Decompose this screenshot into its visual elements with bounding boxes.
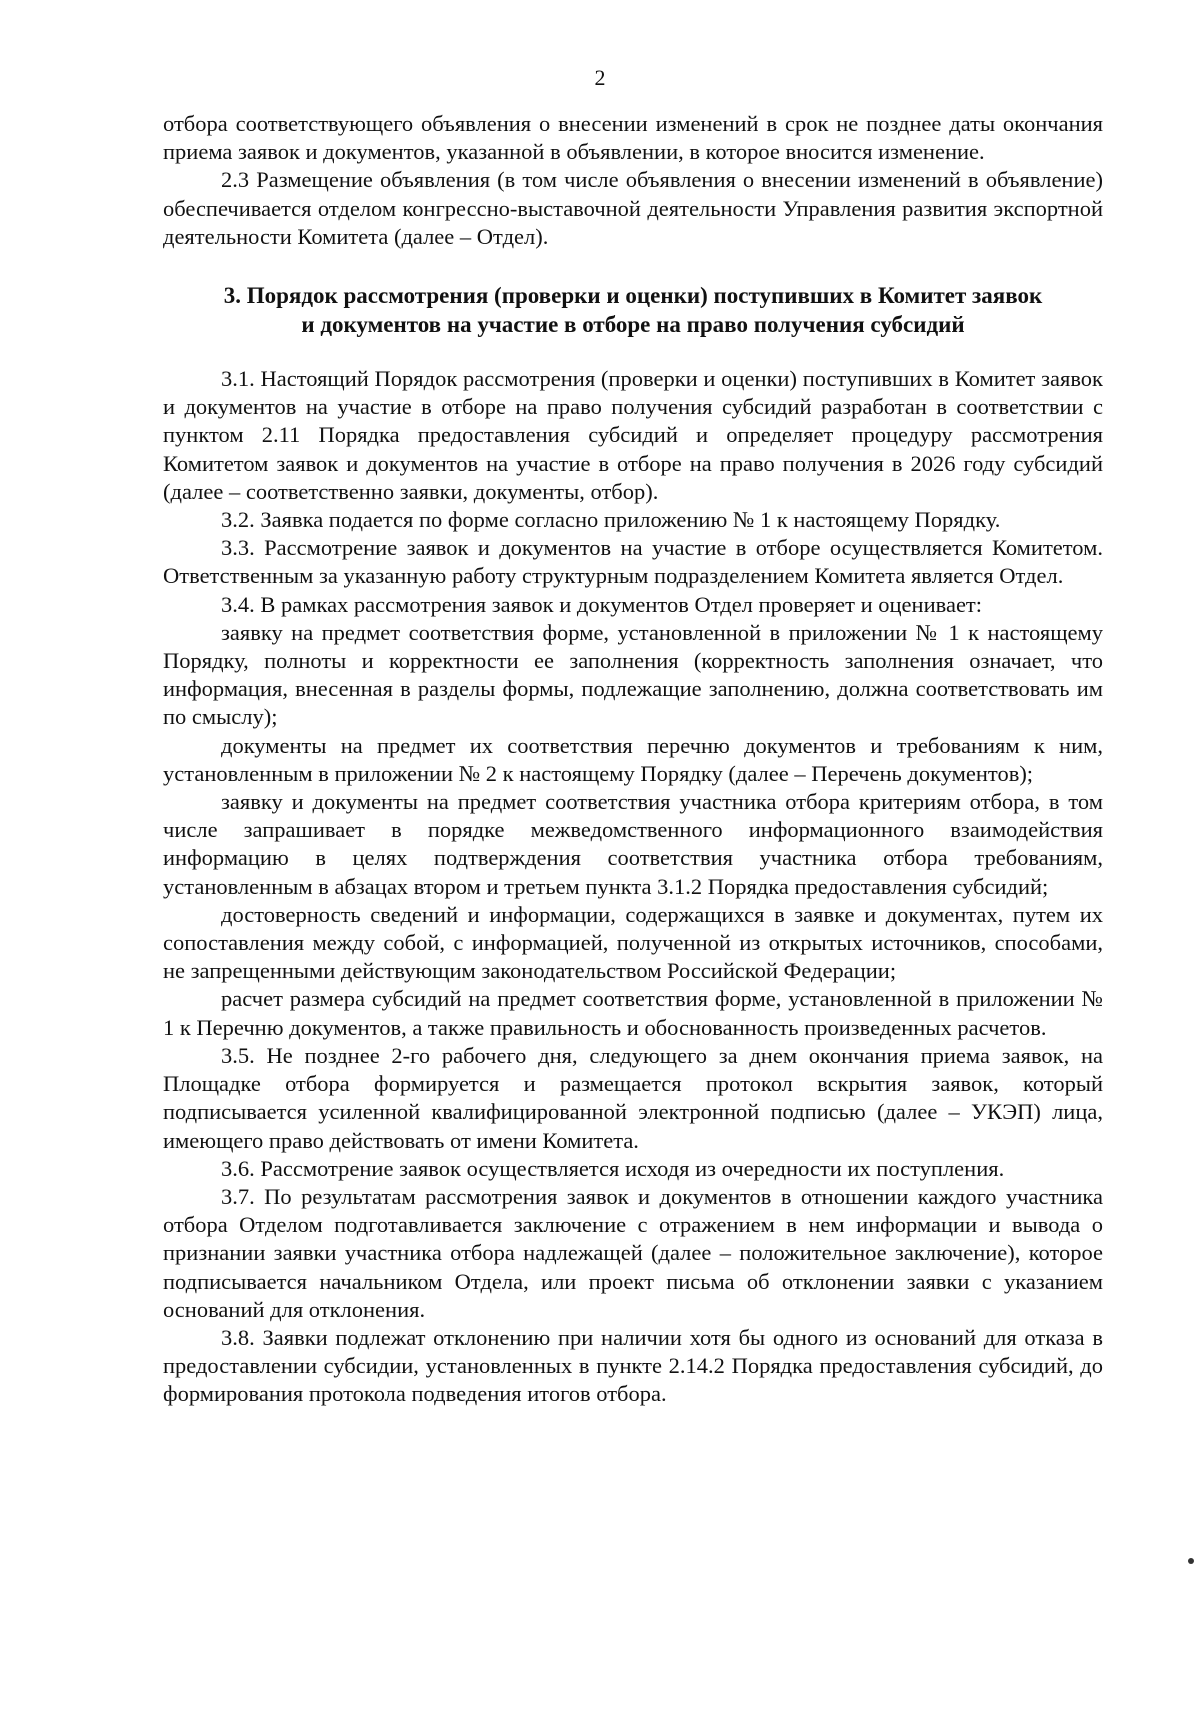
section-heading	[163, 281, 1103, 339]
scan-dot-mark	[1188, 1558, 1194, 1564]
paragraph-3-4-item-1: заявку на предмет соответствия форме, установленной в приложении № 1 к настоящему Порядку, полноты и корректности ее заполнения (корректность заполнения означает, что информация, внесенная в разделы формы, подлежащие заполнению, должна соответствовать им по смыслу);	[163, 619, 1103, 730]
paragraph-3-3: 3.3. Рассмотрение заявок и документов на участие в отборе осуществляется Комитетом. Ответственным за указанную работу структурным подразделением Комитета является Отдел.	[163, 535, 1103, 589]
paragraph-3-4: 3.4. В рамках рассмотрения заявок и документов Отдел проверяет и оценивает:	[221, 591, 983, 617]
section-heading-line-2: и документов на участие в отборе на право получения субсидий	[301, 312, 965, 338]
section-heading-line-1: 3. Порядок рассмотрения (проверки и оценки) поступивших в Комитет заявок	[223, 283, 1043, 309]
paragraph-3-4-item-5: расчет размера субсидий на предмет соответствия форме, установленной в приложении № 1 к Перечню документов, а также правильность и обоснованность произведенных расчетов.	[163, 986, 1103, 1040]
paragraph-2-3: 2.3 Размещение объявления (в том числе объявления о внесении изменений в объявление) обеспечивается отделом конгрессно-выставочной деятельности Управления развития экспортной деятельности Комитета (далее – Отдел).	[163, 167, 1103, 249]
paragraph-3-6: 3.6. Рассмотрение заявок осуществляется исходя из очередности их поступления.	[221, 1155, 1005, 1181]
paragraph-3-4-item-3: заявку и документы на предмет соответствия участника отбора критериям отбора, в том числе запрашивает в порядке межведомственного информационного взаимодействия информацию в целях подтверждения соответствия участника отбора требованиям, установленным в абзацах втором и третьем пункта 3.1.2 Порядка предоставления субсидий;	[163, 789, 1103, 899]
paragraph-3-1: 3.1. Настоящий Порядок рассмотрения (проверки и оценки) поступивших в Комитет заявок и документов на участие в отборе на право получения субсидий разработан в соответствии с пунктом 2.11 Порядка предоставления субсидий и определяет процедуру рассмотрения Комитетом заявок и документов на участие в отборе на право получения в 2026 году субсидий (далее – соответственно заявки, документы, отбор).	[163, 366, 1103, 504]
page-number: 2	[594, 65, 606, 90]
paragraph-3-2: 3.2. Заявка подается по форме согласно приложению № 1 к настоящему Порядку.	[221, 507, 1001, 533]
paragraph-continuation: отбора соответствующего объявления о внесении изменений в срок не позднее даты окончания приема заявок и документов, указанной в объявлении, в которое вносится изменение.	[163, 111, 1103, 165]
paragraph-3-7: 3.7. По результатам рассмотрения заявок и документов в отношении каждого участника отбора Отделом подготавливается заключение с отражением в нем информации и вывода о признании заявки участника отбора надлежащей (далее – положительное заключение), которое подписывается начальником Отдела, или проект письма об отклонении заявки с указанием оснований для отклонения.	[163, 1183, 1103, 1322]
paragraph-3-4-item-2: документы на предмет их соответствия перечню документов и требованиям к ним, установленным в приложении № 2 к настоящему Порядку (далее – Перечень документов);	[163, 732, 1103, 786]
paragraph-3-5: 3.5. Не позднее 2-го рабочего дня, следующего за днем окончания приема заявок, на Площадке отбора формируется и размещается протокол вскрытия заявок, который подписывается усиленной квалифицированной электронной подписью (далее – УКЭП) лица, имеющего право действовать от имени Комитета.	[163, 1042, 1103, 1153]
paragraph-3-4-item-4: достоверность сведений и информации, содержащихся в заявке и документах, путем их сопоставления между собой, с информацией, полученной из открытых источников, способами, не запрещенными действующим законодательством Российской Федерации;	[163, 901, 1103, 984]
paragraph-3-8: 3.8. Заявки подлежат отклонению при наличии хотя бы одного из оснований для отказа в предоставлении субсидии, установленных в пункте 2.14.2 Порядка предоставления субсидий, до формирования протокола подведения итогов отбора.	[163, 1324, 1103, 1407]
document-body	[163, 110, 1103, 1409]
